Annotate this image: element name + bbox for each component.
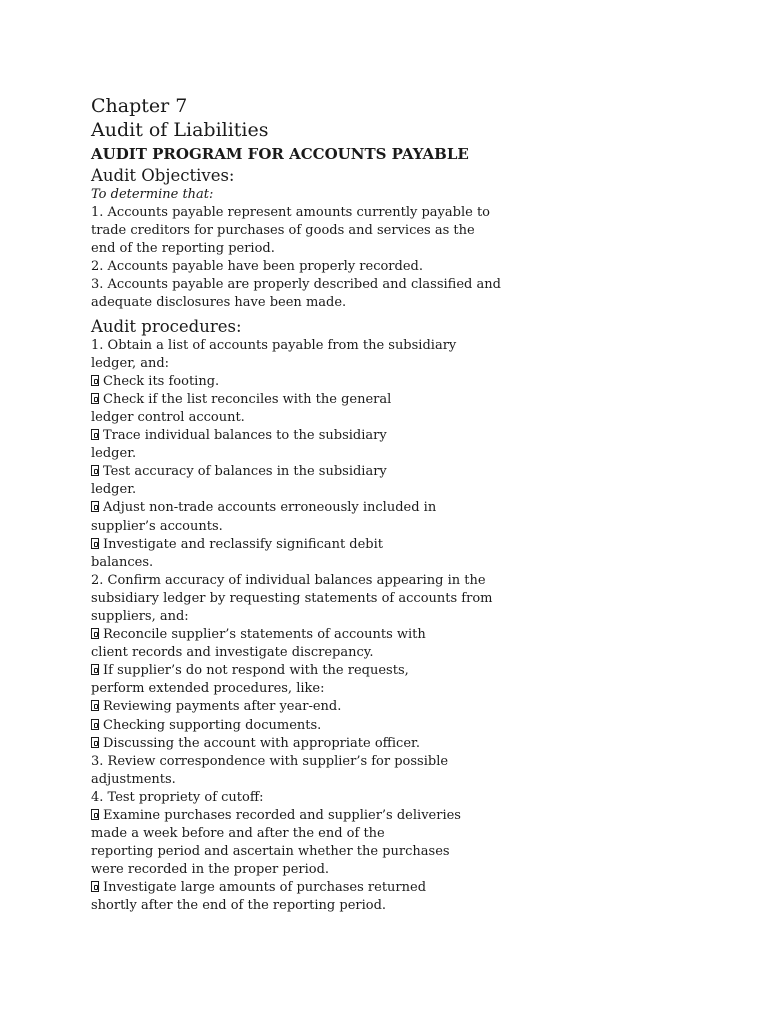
procedure-line [91,753,711,771]
procedure-line [91,337,711,355]
procedure-line [91,572,711,590]
procedure-text: Checking supporting documents. [103,717,322,733]
procedure-bullet-line [91,427,711,445]
procedure-line [91,771,711,789]
procedure-text: supplier’s accounts. [91,518,223,534]
procedure-text: 3. Review correspondence with supplier’s for possible [91,753,449,769]
procedure-text: ledger, and: [91,355,170,371]
procedure-bullet-line [91,391,711,409]
objective-line: end of the reporting period. [91,241,275,257]
procedures-list [91,337,711,916]
missing-glyph-icon [91,429,99,440]
procedure-bullet-line [91,373,711,391]
document-page [91,94,711,916]
procedure-line [91,590,711,608]
procedure-text: Examine purchases recorded and supplier’s deliveries [103,808,461,823]
procedure-text: Check its footing. [103,373,220,389]
procedure-bullet-line [91,879,711,897]
procedure-line [91,554,711,572]
missing-glyph-icon [91,719,99,730]
procedure-text: Adjust non-trade accounts erroneously included in [103,500,437,516]
procedure-line [91,680,711,698]
procedure-bullet-line [91,463,711,481]
objective-line: trade creditors for purchases of goods and services as the [91,223,475,239]
procedure-line [91,897,711,915]
procedure-text: balances. [91,554,154,570]
procedure-bullet-line [91,536,711,554]
procedure-line [91,409,711,427]
procedure-text: made a week before and after the end of the [91,826,385,842]
procedure-bullet-line [91,735,711,753]
chapter-number: Chapter 7 [91,95,188,117]
objective-line: adequate disclosures have been made. [91,295,347,311]
procedure-bullet-line [91,626,711,644]
procedure-text: Reviewing payments after year-end. [103,699,342,715]
procedure-line [91,481,711,499]
objective-line: 3. Accounts payable are properly described and classified and [91,277,501,293]
procedure-line [91,843,711,861]
procedure-line [91,789,711,807]
procedures-heading: Audit procedures: [91,316,242,336]
missing-glyph-icon [91,375,99,386]
chapter-title: Audit of Liabilities [91,119,269,141]
procedure-text: 2. Confirm accuracy of individual balances appearing in the [91,572,486,588]
procedure-text: Test accuracy of balances in the subsidiary [103,464,387,480]
missing-glyph-icon [91,809,99,820]
procedure-line [91,518,711,536]
objectives-list [91,204,711,313]
procedure-line [91,355,711,373]
procedure-text: were recorded in the proper period. [91,862,330,878]
missing-glyph-icon [91,393,99,404]
missing-glyph-icon [91,700,99,711]
procedure-text: ledger. [91,446,137,462]
missing-glyph-icon [91,737,99,748]
procedure-text: 1. Obtain a list of accounts payable from the subsidiary [91,337,457,353]
procedure-text: If supplier’s do not respond with the requests, [103,663,409,679]
objectives-heading: Audit Objectives: [91,166,235,185]
procedure-bullet-line [91,717,711,735]
objectives-intro: To determine that: [91,187,214,202]
procedure-line [91,825,711,843]
procedure-text: suppliers, and: [91,608,189,624]
procedure-line [91,644,711,662]
missing-glyph-icon [91,881,99,892]
procedure-text: ledger control account. [91,409,245,425]
program-heading: AUDIT PROGRAM FOR ACCOUNTS PAYABLE [91,145,469,163]
missing-glyph-icon [91,465,99,476]
missing-glyph-icon [91,538,99,549]
procedure-text: Reconcile supplier’s statements of accounts with [103,627,426,643]
procedure-bullet-line [91,662,711,680]
procedure-text: subsidiary ledger by requesting statements of accounts from [91,590,493,606]
procedure-text: Check if the list reconciles with the general [103,391,392,407]
procedure-bullet-line [91,499,711,517]
objective-line: 1. Accounts payable represent amounts currently payable to [91,205,490,220]
procedure-text: Discussing the account with appropriate officer. [103,735,420,751]
procedure-text: ledger. [91,482,137,498]
procedure-text: reporting period and ascertain whether the purchases [91,844,450,860]
procedure-text: Investigate and reclassify significant debit [103,536,384,552]
procedure-text: perform extended procedures, like: [91,681,325,697]
procedure-text: shortly after the end of the reporting period. [91,898,387,914]
procedure-line [91,445,711,463]
procedure-text: 4. Test propriety of cutoff: [91,789,264,805]
procedure-bullet-line [91,807,711,825]
procedure-text: Trace individual balances to the subsidiary [103,428,387,444]
missing-glyph-icon [91,501,99,512]
missing-glyph-icon [91,664,99,675]
procedure-text: client records and investigate discrepancy. [91,645,374,661]
missing-glyph-icon [91,628,99,639]
procedure-line [91,861,711,879]
procedure-text: adjustments. [91,771,176,787]
objective-line: 2. Accounts payable have been properly recorded. [91,259,423,275]
procedure-bullet-line [91,698,711,716]
procedure-line [91,608,711,626]
procedure-text: Investigate large amounts of purchases returned [103,880,427,896]
